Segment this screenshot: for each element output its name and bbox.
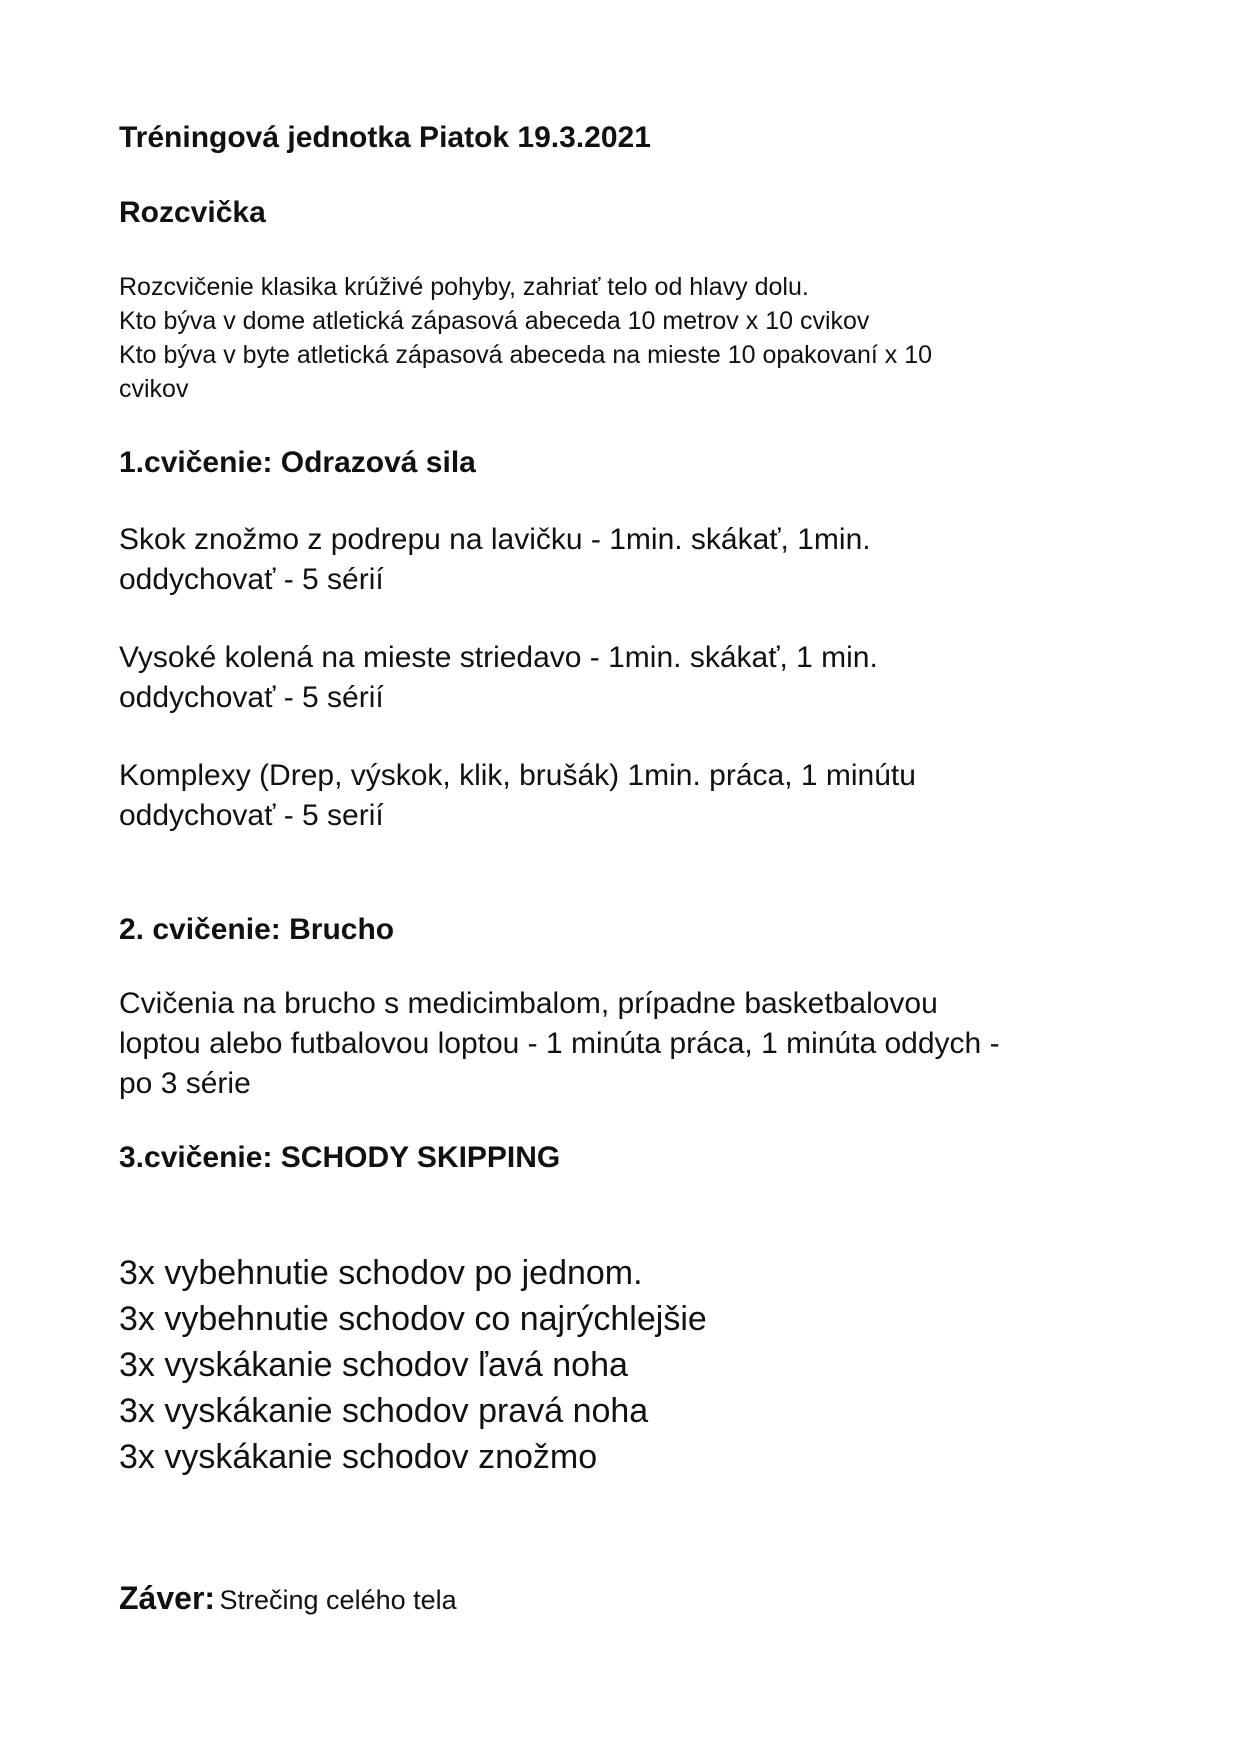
exercise1-item: [119, 756, 916, 836]
conclusion: [119, 1580, 457, 1617]
exercise3-line: 3x vyskákanie schodov ľavá noha: [119, 1346, 628, 1384]
exercise3-line: 3x vyskákanie schodov znožmo: [119, 1438, 598, 1476]
exercise1-heading: 1.cvičenie: Odrazová sila: [119, 446, 476, 479]
exercise1-item: [119, 520, 871, 600]
exercise1-item-line: Komplexy (Drep, výskok, klik, brušák) 1min. práca, 1 minútu: [119, 759, 916, 792]
warmup-heading: Rozcvička: [119, 196, 266, 229]
document-title: Tréningová jednotka Piatok 19.3.2021: [119, 121, 651, 154]
exercise1-item-line: oddychovať - 5 sérií: [119, 681, 384, 714]
exercise3-line: 3x vybehnutie schodov co najrýchlejšie: [119, 1300, 707, 1338]
exercise2-line: po 3 série: [119, 1067, 251, 1100]
conclusion-text: Strečing celého tela: [219, 1585, 457, 1615]
exercise3-line: 3x vyskákanie schodov pravá noha: [119, 1392, 649, 1430]
warmup-line: Kto býva v byte atletická zápasová abeceda na mieste 10 opakovaní x 10: [119, 341, 933, 369]
exercise1-item: [119, 638, 878, 718]
exercise2-line: loptou alebo futbalovou loptou - 1 minúta práca, 1 minúta oddych -: [119, 1027, 1000, 1060]
exercise2-heading: 2. cvičenie: Brucho: [119, 913, 395, 946]
exercise1-item-line: Skok znožmo z podrepu na lavičku - 1min. skákať, 1min.: [119, 523, 871, 556]
conclusion-label: Záver:: [119, 1580, 216, 1616]
warmup-line: Rozcvičenie klasika krúživé pohyby, zahriať telo od hlavy dolu.: [119, 273, 809, 301]
exercise3-list: [119, 1250, 707, 1480]
exercise2-paragraph: [119, 984, 1000, 1104]
exercise3-heading: 3.cvičenie: SCHODY SKIPPING: [119, 1141, 561, 1174]
warmup-line: cvikov: [119, 375, 189, 403]
exercise2-line: Cvičenia na brucho s medicimbalom, prípadne basketbalovou: [119, 987, 938, 1020]
warmup-paragraph: [119, 270, 932, 406]
exercise1-item-line: oddychovať - 5 sérií: [119, 563, 384, 596]
warmup-line: Kto býva v dome atletická zápasová abeceda 10 metrov x 10 cvikov: [119, 307, 870, 335]
exercise1-item-line: oddychovať - 5 serií: [119, 799, 384, 832]
exercise1-item-line: Vysoké kolená na mieste striedavo - 1min. skákať, 1 min.: [119, 641, 878, 674]
exercise3-line: 3x vybehnutie schodov po jednom.: [119, 1254, 643, 1292]
